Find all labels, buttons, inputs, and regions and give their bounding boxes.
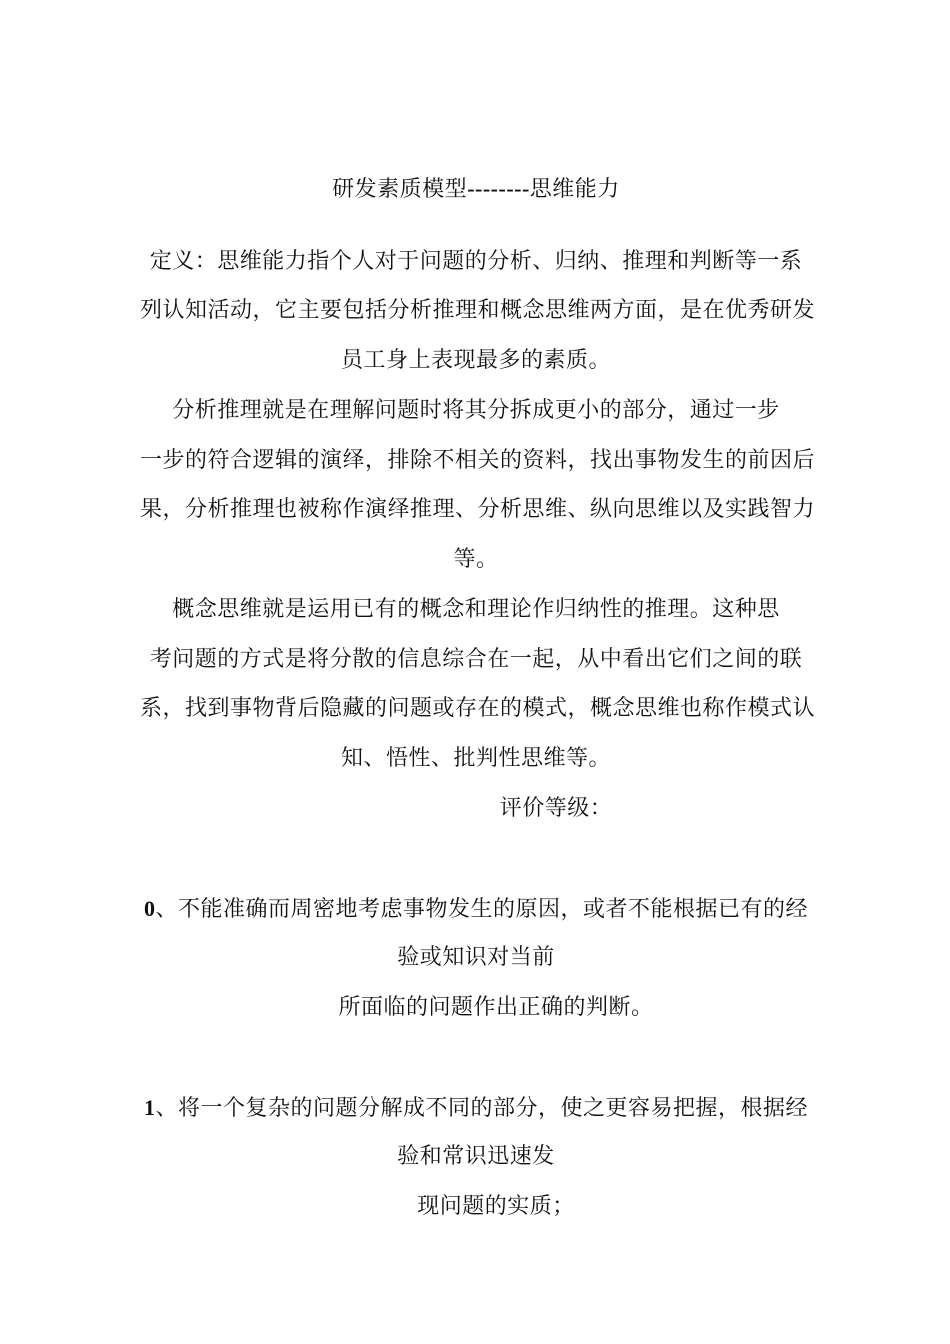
concept-line: 概念思维就是运用已有的概念和理论作归纳性的推理。这种思	[172, 597, 780, 622]
level-text: 、将一个复杂的问题分解成不同的部分，使之更容易把握，根据经	[155, 1096, 808, 1121]
level-1-line-1	[140, 1093, 812, 1124]
definition-line: 员工身上表现最多的素质。	[340, 348, 611, 373]
title-suffix: 思维能力	[529, 177, 620, 202]
title-prefix: 研发素质模型	[332, 177, 468, 202]
concept-line: 系，找到事物背后隐藏的问题或存在的模式，概念思维也称作模式认	[140, 696, 816, 721]
definition-line: 列认知活动，它主要包括分析推理和概念思维两方面，是在优秀研发	[140, 298, 816, 323]
analysis-line: 等。	[453, 547, 499, 572]
analysis-line: 分析推理就是在理解问题时将其分拆成更小的部分，通过一步	[172, 398, 780, 423]
level-number: 0	[143, 896, 156, 921]
definition-line: 定义：思维能力指个人对于问题的分析、归纳、推理和判断等一系	[149, 249, 803, 274]
level-1-line-3: 现问题的实质；	[417, 1194, 575, 1219]
analysis-line: 果，分析推理也被称作演绎推理、分析思维、纵向思维以及实践智力	[140, 497, 816, 522]
rating-heading: 评价等级：	[499, 796, 613, 821]
concept-line: 考问题的方式是将分散的信息综合在一起，从中看出它们之间的联	[149, 647, 803, 672]
document-title	[140, 174, 812, 205]
level-text: 、不能准确而周密地考虑事物发生的原因，或者不能根据已有的经	[155, 897, 808, 922]
title-dashes: --------	[467, 176, 530, 201]
level-number: 1	[143, 1095, 156, 1120]
level-1-line-2: 验和常识迅速发	[397, 1144, 555, 1169]
level-0-line-2: 验或知识对当前	[397, 945, 555, 970]
concept-line: 知、悟性、批判性思维等。	[340, 746, 611, 771]
analysis-line: 一步的符合逻辑的演绎，排除不相关的资料，找出事物发生的前因后	[140, 448, 816, 473]
level-0-line-1	[140, 894, 812, 925]
level-0-line-3: 所面临的问题作出正确的判断。	[338, 995, 654, 1020]
